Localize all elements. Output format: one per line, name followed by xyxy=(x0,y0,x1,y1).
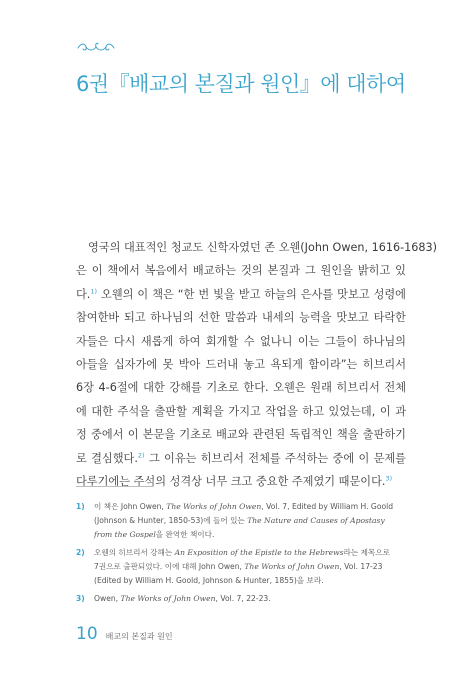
body-line xyxy=(76,283,406,306)
footnote-line xyxy=(94,560,406,574)
body-line-text: 영국의 대표적인 청교도 신학자였던 존 오웬(John Owen, 1616-1683) xyxy=(88,241,437,254)
footnote-item xyxy=(76,592,406,606)
body-line xyxy=(76,236,437,259)
footnote-title-italic: An Exposition of the Epistle to the Hebrews xyxy=(174,548,344,557)
footnote-text: (Edited by William H. Goold, Johnson & Hunter, 1855)을 보라. xyxy=(94,576,324,585)
footnote-text: 을 완역한 책이다. xyxy=(155,530,215,539)
footnote-title-italic: from the Gospel xyxy=(94,530,156,539)
footnote-line xyxy=(94,592,406,606)
footnote-line xyxy=(94,528,406,542)
body-line xyxy=(76,376,406,399)
footnote-ref[interactable]: 1) xyxy=(90,287,98,296)
footnote-line xyxy=(94,574,406,588)
footnote-text: , Vol. 7, 22-23. xyxy=(215,594,271,603)
footnote-line xyxy=(94,546,406,560)
body-line-text: 은 이 책에서 복음에서 배교하는 것의 본질과 그 원인을 밝히고 있 xyxy=(76,264,406,278)
footnote-line xyxy=(94,514,406,528)
body-line xyxy=(76,447,406,470)
footnote-ref[interactable]: 3) xyxy=(385,474,393,483)
footnote-item xyxy=(76,546,406,588)
body-line xyxy=(76,306,406,329)
body-line xyxy=(76,330,406,353)
footnote-number: 1) xyxy=(76,502,85,511)
footnote-line xyxy=(94,500,406,514)
body-line xyxy=(76,470,406,493)
footnote-text: Owen, xyxy=(94,594,121,603)
body-line-text: 아들을 십자가에 못 박아 드러내 놓고 욕되게 함이라”는 히브리서 xyxy=(76,357,406,371)
page-footer xyxy=(76,624,173,644)
footnote-text: , Vol. 7, Edited by William H. Goold xyxy=(261,502,394,511)
body-line xyxy=(76,259,406,282)
footnote-text: 오웬의 히브리서 강해는 xyxy=(94,548,175,557)
footnote-text: 7권으로 출판되었다. 이에 대해 John Owen, xyxy=(94,562,245,571)
body-line-text: 오웬의 이 책은 “한 번 빛을 받고 하늘의 은사를 맛보고 성령에 xyxy=(97,287,406,301)
footnote-text: 이 책은 John Owen, xyxy=(94,502,167,511)
footnote-text: 라는 제목으로 xyxy=(343,548,390,557)
body-line-text: 로 결심했다. xyxy=(76,451,138,465)
footnote-item xyxy=(76,500,406,542)
footnote-title-italic: The Works of John Owen xyxy=(120,594,216,603)
running-head: 배교의 본질과 원인 xyxy=(105,632,173,641)
body-paragraph xyxy=(76,236,437,493)
footnote-text: , Vol. 17-23 xyxy=(339,562,383,571)
body-line-text: 자들은 다시 새롭게 하여 회개할 수 없나니 이는 그들이 하나님의 xyxy=(76,334,406,348)
body-line-text: 다. xyxy=(76,287,91,301)
footnote-title-italic: The Works of John Owen xyxy=(166,502,262,511)
body-line-text: 다루기에는 주석의 성격상 너무 크고 중요한 주제였기 때문이다. xyxy=(76,474,386,488)
footnote-divider xyxy=(76,486,153,487)
footnote-number: 3) xyxy=(76,594,85,603)
footnotes xyxy=(76,500,406,610)
footnote-ref[interactable]: 2) xyxy=(137,450,145,459)
body-line xyxy=(76,423,406,446)
footnote-number: 2) xyxy=(76,548,85,557)
flourish-ornament-icon xyxy=(76,41,116,53)
body-line-text: 그 이유는 히브리서 전체를 주석하는 중에 이 문제를 xyxy=(144,451,406,465)
body-line xyxy=(76,353,406,376)
body-line xyxy=(76,400,406,423)
body-line-text: 에 대한 주석을 출판할 계획을 가지고 작업을 하고 있었는데, 이 과 xyxy=(76,404,406,418)
footnote-text: (Johnson & Hunter, 1850-53)에 들어 있는 xyxy=(94,516,248,525)
body-line-text: 참여한바 되고 하나님의 선한 말씀과 내세의 능력을 맛보고 타락한 xyxy=(76,311,406,325)
page-number: 10 xyxy=(76,624,98,644)
footnote-title-italic: The Works of John Owen xyxy=(244,562,340,571)
body-line-text: 6장 4-6절에 대한 강해를 기초로 한다. 오웬은 원래 히브리서 전체 xyxy=(76,381,406,395)
footnote-title-italic: The Nature and Causes of Apostasy xyxy=(247,516,385,525)
body-line-text: 정 중에서 이 본문을 기초로 배교와 관련된 독립적인 책을 출판하기 xyxy=(76,428,406,442)
chapter-title: 6권『배교의 본질과 원인』에 대하여 xyxy=(76,72,406,96)
